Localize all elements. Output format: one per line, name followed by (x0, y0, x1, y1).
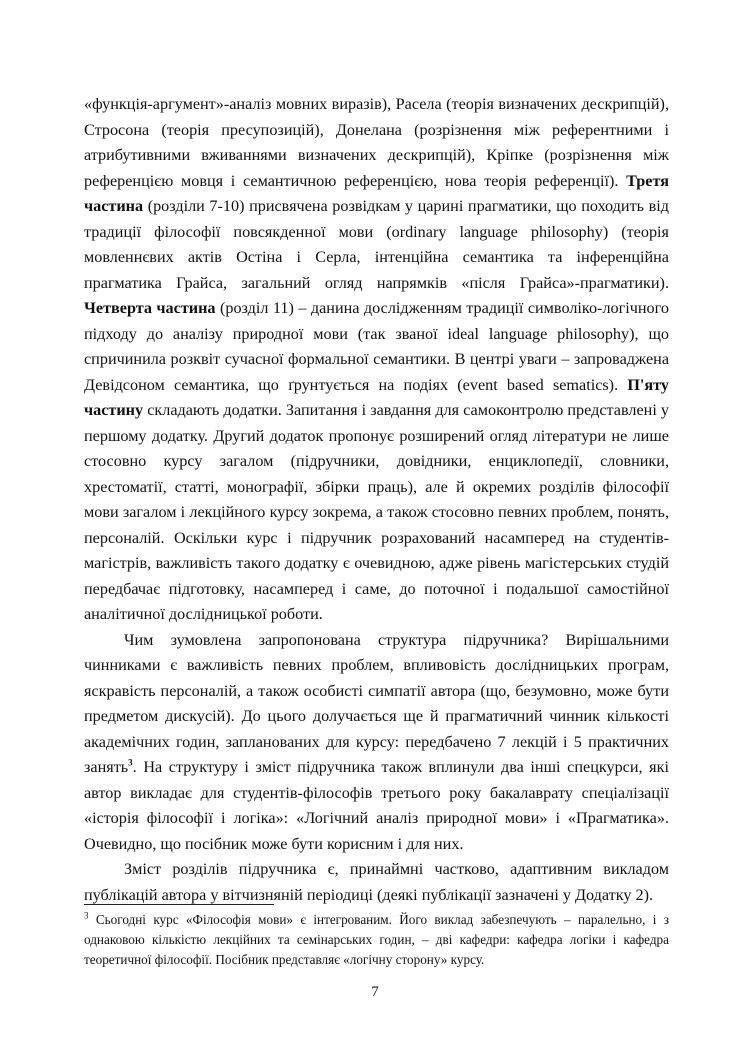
text-run: складають додатки. Запитання і завдання для самоконтролю представлені у першому додатку. Другий додаток пропонує розширений огляд літератури не лише стосовно курсу загалом (підручники, довідники, енциклопедії, словники, хрестоматії, статті, монографії, збірки праць), але й окремих розділів філософії мови загалом і лекційного курсу зокрема, а також стосовно певних проблем, понять, персоналій. Оскільки курс і підручник розрахований насамперед на студентів-магістрів, важливість такого додатку є очевидною, адже рівень магістерських студій передбачає підготовку, насамперед і саме, до поточної і подальшої самостійної аналітичної дослідницької роботи. (84, 401, 669, 623)
text-run: Чим зумовлена запропонована структура підручника? Вирішальними чинниками є важливість певних проблем, впливовість дослідницьких програм, яскравість персоналій, а також особисті симпатії автора (що, безумовно, може бути предметом дискусій). До цього долучається ще й прагматичний чинник кількості академічних годин, запланованих для курсу: передбачено 7 лекцій і 5 практичних занять (84, 630, 669, 776)
paragraph (84, 92, 669, 628)
body-text (84, 92, 669, 908)
text-run: Зміст розділів підручника є, принаймні частково, адаптивним викладом публікацій автора у вітчизняній періодиці (деякі публікації зазначені у Додатку 2). (84, 860, 669, 904)
bold-term: Третя частина (84, 171, 669, 215)
paragraph (84, 628, 669, 858)
bold-term: Четверта частина (84, 299, 216, 317)
footnote-marker: 3 (84, 910, 89, 921)
text-run: «функція-аргумент»-аналіз мовних виразів), Расела (теорія визначених дескрипцій), Строcона (теорія пресупозицій), Донелана (розрізнення між референтними і атрибутивними вживаннями визначених дескрипцій), Кріпке (розрізнення між референцією мовця і семантичною референцією, нова теорія референції). (84, 95, 669, 190)
footnote (84, 910, 669, 970)
text-run: (розділ 11) – данина дослідженням традиції символіко-логічного підходу до аналізу природної мови (так званої ideal language philosophy), що спричинила розквіт сучасної формальної семантики. В центрі уваги – запроваджена Девідсоном семантика, що ґрунтується на подіях (event based sematics). (84, 299, 669, 394)
footnote-reference: 3 (128, 757, 133, 768)
paragraph (84, 857, 669, 908)
text-run: . На структуру і зміст підручника також вплинули два інші спецкурси, які автор викладає для студентів-філософів третього року бакалаврату спеціалізації «історія філософії і логіка»: «Логічний аналіз природної мови» і «Прагматика». Очевидно, що посібник може бути корисним і для них. (84, 758, 669, 853)
text-run: (розділи 7-10) присвячена розвідкам у царині прагматики, що походить від традиції філософії повсякденної мови (ordinary language philosophy) (теорія мовленнєвих актів Остіна і Серла, інтенційна семантика та інференційна прагматика Грайса, загальний огляд напрямків «після Грайса»-прагматики). (84, 197, 669, 292)
bold-term: П'яту частину (84, 375, 669, 419)
footnote-text: Сьогодні курс «Філософія мови» є інтегрованим. Його виклад забезпечують – паралельно, і з однаковою кількістю лекційних та семінарських годин, – дві кафедри: кафедра логіки і кафедра теоретичної філософії. Посібник представляє «логічну сторону» курсу. (84, 912, 669, 967)
page-number: 7 (371, 984, 379, 1000)
footnote-separator (84, 904, 274, 905)
